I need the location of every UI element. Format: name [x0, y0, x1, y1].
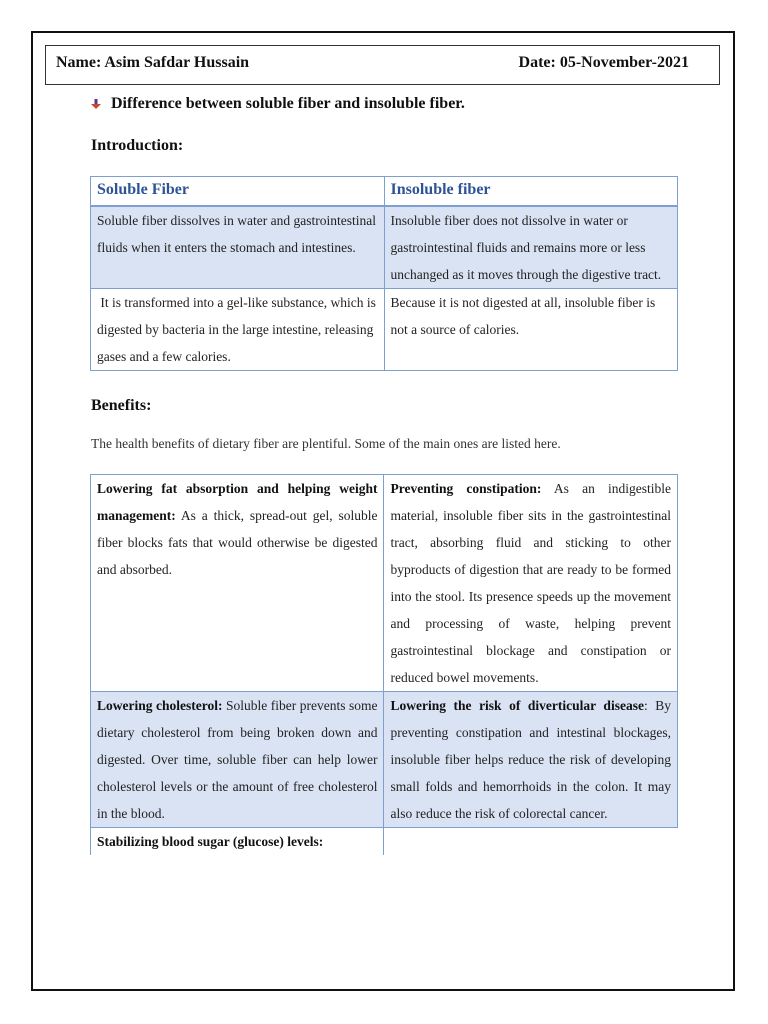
table-cell: Soluble fiber dissolves in water and gastrointestinal fluids when it enters the stomach and intestines.	[91, 206, 385, 289]
student-name: Name: Asim Safdar Hussain	[56, 54, 250, 71]
table-row	[91, 475, 678, 692]
table-cell	[384, 475, 678, 692]
benefits-heading: Benefits:	[91, 397, 152, 414]
benefit-title: Lowering the risk of diverticular disease	[390, 698, 644, 713]
table-cell	[91, 475, 384, 692]
benefit-title: Stabilizing blood sugar (glucose) levels:	[97, 834, 324, 849]
table-cell	[91, 828, 384, 856]
bullet-heading-text: Difference between soluble fiber and insoluble fiber.	[111, 95, 465, 112]
table-row	[91, 828, 678, 856]
empty-cell	[384, 828, 678, 856]
soluble-fiber-header: Soluble Fiber	[91, 177, 385, 207]
table-cell	[91, 692, 384, 828]
bullet-heading	[91, 95, 465, 113]
document-date: Date: 05-November-2021	[518, 54, 689, 71]
table-cell	[384, 692, 678, 828]
table-cell: Insoluble fiber does not dissolve in water or gastrointestinal fluids and remains more or less unchanged as it moves through the digestive tract.	[384, 206, 678, 289]
table-cell: Because it is not digested at all, insoluble fiber is not a source of calories.	[384, 289, 678, 371]
benefit-title: Lowering fat absorption and helping weight management:	[97, 481, 378, 523]
benefit-text: Soluble fiber prevents some dietary cholesterol from being broken down and digested. Over time, soluble fiber can help lower cholesterol levels or the amount of free cholesterol in the blood.	[97, 698, 378, 821]
header-box	[45, 45, 720, 85]
comparison-header-row	[91, 177, 678, 207]
benefits-table	[90, 474, 678, 855]
introduction-heading: Introduction:	[91, 137, 184, 154]
benefit-text: As a thick, spread-out gel, soluble fiber blocks fats that would otherwise be digested and absorbed.	[97, 508, 378, 577]
benefit-text: As an indigestible material, insoluble fiber sits in the gastrointestinal tract, absorbing fluid and sticking to other byproducts of digestion that are ready to be formed into the stool. Its presence speeds up the movement and processing of waste, helping prevent gastrointestinal blockage and constipation or reduced bowel movements.	[390, 481, 672, 685]
table-row	[91, 289, 678, 371]
down-arrow-bullet-icon	[91, 98, 101, 110]
benefit-title: Preventing constipation:	[390, 481, 542, 496]
benefit-title: Lowering cholesterol:	[97, 698, 223, 713]
benefit-text: : By preventing constipation and intestinal blockages, insoluble fiber helps reduce the risk of developing small folds and hemorrhoids in the colon. It may also reduce the risk of colorectal cancer.	[390, 698, 671, 821]
table-cell: It is transformed into a gel-like substance, which is digested by bacteria in the large intestine, releasing gases and a few calories.	[91, 289, 385, 371]
table-row	[91, 692, 678, 828]
benefits-intro: The health benefits of dietary fiber are plentiful. Some of the main ones are listed here.	[91, 436, 561, 451]
insoluble-fiber-header: Insoluble fiber	[384, 177, 678, 207]
comparison-table	[90, 176, 678, 371]
table-row	[91, 206, 678, 289]
